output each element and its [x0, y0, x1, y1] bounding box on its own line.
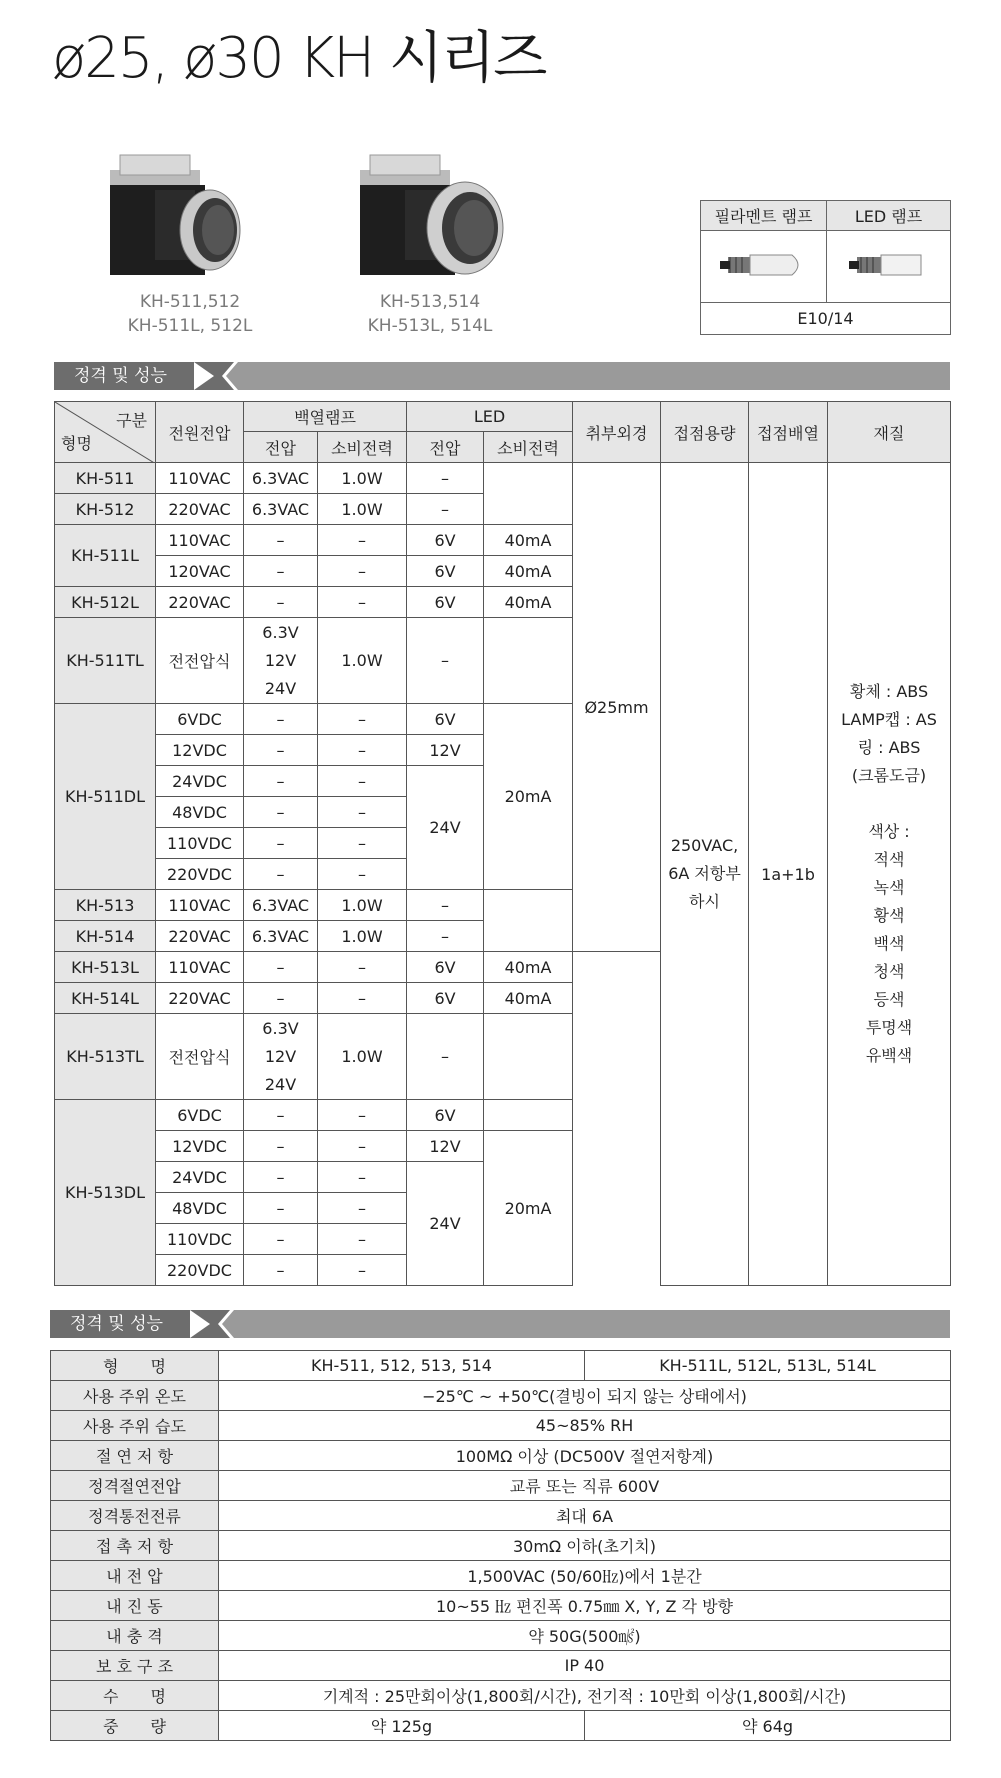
header-inc-voltage: 전압 [244, 432, 318, 463]
material-line: (크롬도금) [851, 766, 927, 785]
inc-voltage-line: 12V [264, 1046, 297, 1066]
supply-cell: 24VDC [156, 1162, 244, 1193]
section-banner-1 [54, 362, 950, 390]
supply-cell: 220VAC [156, 921, 244, 952]
led-voltage-cell: – [407, 463, 484, 494]
model-cell: KH-511L [55, 525, 156, 587]
header-division-model [55, 402, 156, 463]
inc-power-cell: 1.0W [318, 494, 407, 525]
perf-label: 접 촉 저 항 [51, 1531, 219, 1561]
spec-table [54, 401, 951, 1286]
material-line: 색상 : [868, 822, 910, 841]
model-cell: KH-511DL [55, 704, 156, 890]
led-current-blank [484, 1100, 573, 1131]
supply-cell: 12VDC [156, 1131, 244, 1162]
material-line: 등색 [873, 990, 905, 1009]
material-line: 유백색 [865, 1046, 913, 1065]
inc-voltage-cell: – [244, 1131, 318, 1162]
inc-power-cell: – [318, 983, 407, 1014]
model-cell: KH-512 [55, 494, 156, 525]
led-current-cell: 40mA [484, 556, 573, 587]
led-voltage-cell: 12V [407, 735, 484, 766]
inc-voltage-cell: – [244, 952, 318, 983]
supply-cell: 110VDC [156, 1224, 244, 1255]
supply-cell: 110VAC [156, 463, 244, 494]
inc-power-cell: 1.0W [318, 1014, 407, 1100]
perf-value: −25℃ ~ +50℃(결빙이 되지 않는 상태에서) [219, 1381, 951, 1411]
section-banner-1-label: 정격 및 성능 [54, 362, 194, 390]
inc-power-cell: – [318, 1224, 407, 1255]
perf-value: 약 125g [219, 1711, 585, 1741]
contact-capacity-line3: 하시 [689, 892, 720, 911]
perf-label: 형 명 [51, 1351, 219, 1381]
inc-voltage-cell: – [244, 828, 318, 859]
led-lamp-header: LED 램프 [827, 201, 951, 231]
page-title: ø25, ø30 KH 시리즈 [52, 26, 546, 91]
material-line [828, 790, 950, 818]
product-image-kh-513 [350, 150, 520, 280]
led-voltage-cell: 6V [407, 704, 484, 735]
supply-cell: 110VAC [156, 890, 244, 921]
inc-power-cell: – [318, 735, 407, 766]
header-led-voltage: 전압 [407, 432, 484, 463]
perf-value: 기계적 : 25만회이상(1,800회/시간), 전기적 : 10만회 이상(1,800회/시간) [219, 1681, 951, 1711]
led-voltage-cell: 12V [407, 1131, 484, 1162]
inc-power-cell: – [318, 1162, 407, 1193]
perf-label: 내 진 동 [51, 1591, 219, 1621]
section-banner-2-label: 정격 및 성능 [50, 1310, 190, 1338]
model-cell: KH-513 [55, 890, 156, 921]
supply-cell: 220VDC [156, 859, 244, 890]
perf-label: 보 호 구 조 [51, 1651, 219, 1681]
product-label-1 [80, 290, 300, 338]
supply-cell: 220VAC [156, 587, 244, 618]
perf-value: 10~55 ㎐ 편진폭 0.75㎜ X, Y, Z 각 방향 [219, 1591, 951, 1621]
contact-capacity-line2: 6A 저항부 [668, 864, 741, 883]
inc-power-cell: – [318, 859, 407, 890]
model-cell: KH-511TL [55, 618, 156, 704]
led-voltage-cell: 6V [407, 587, 484, 618]
header-led: LED [407, 402, 573, 432]
inc-voltage-line: 24V [264, 1074, 297, 1094]
supply-cell: 전전압식 [156, 1014, 244, 1100]
inc-voltage-cell: – [244, 859, 318, 890]
supply-cell: 6VDC [156, 1100, 244, 1131]
lamp-base: E10/14 [701, 303, 951, 335]
inc-power-cell: 1.0W [318, 618, 407, 704]
inc-power-cell: – [318, 797, 407, 828]
inc-voltage-cell: – [244, 1255, 318, 1286]
inc-voltage-cell [244, 618, 318, 704]
inc-power-cell: – [318, 1131, 407, 1162]
model-cell: KH-511 [55, 463, 156, 494]
led-voltage-cell: – [407, 618, 484, 704]
material-line: 청색 [873, 962, 905, 981]
product-label-1-line2: KH-511L, 512L [127, 316, 253, 336]
supply-cell: 48VDC [156, 797, 244, 828]
led-current-blank [484, 1014, 573, 1100]
inc-power-cell: – [318, 587, 407, 618]
inc-voltage-cell [244, 1014, 318, 1100]
perf-table [50, 1350, 951, 1741]
inc-voltage-line: 6.3V [262, 622, 299, 642]
led-voltage-cell: – [407, 494, 484, 525]
model-cell: KH-513DL [55, 1100, 156, 1286]
inc-power-cell: – [318, 766, 407, 797]
contact-capacity-cell [661, 463, 749, 1286]
supply-cell: 24VDC [156, 766, 244, 797]
header-division: 구분 [116, 411, 147, 430]
perf-label: 수 명 [51, 1681, 219, 1711]
product-label-2 [320, 290, 540, 338]
perf-label: 정격통전전류 [51, 1501, 219, 1531]
inc-power-cell: – [318, 704, 407, 735]
led-current-blank [484, 618, 573, 704]
filament-lamp-image [701, 231, 827, 303]
inc-voltage-cell: – [244, 587, 318, 618]
model-cell: KH-513TL [55, 1014, 156, 1100]
lamp-table [700, 200, 951, 335]
perf-value: KH-511L, 512L, 513L, 514L [585, 1351, 951, 1381]
supply-cell: 220VAC [156, 983, 244, 1014]
inc-voltage-cell: 6.3VAC [244, 921, 318, 952]
led-current-cell: 20mA [484, 704, 573, 890]
perf-value: IP 40 [219, 1651, 951, 1681]
header-incandescent: 백열램프 [244, 402, 407, 432]
led-voltage-cell: 24V [407, 1162, 484, 1286]
led-voltage-cell: – [407, 1014, 484, 1100]
inc-power-cell: 1.0W [318, 921, 407, 952]
perf-value: KH-511, 512, 513, 514 [219, 1351, 585, 1381]
led-voltage-cell: 6V [407, 952, 484, 983]
supply-cell: 110VDC [156, 828, 244, 859]
inc-voltage-cell: – [244, 1193, 318, 1224]
product-label-1-line1: KH-511,512 [139, 292, 241, 312]
model-cell: KH-513L [55, 952, 156, 983]
material-line: 링 : ABS [857, 738, 921, 757]
inc-power-cell: – [318, 556, 407, 587]
material-line: 황색 [873, 906, 905, 925]
inc-power-cell: – [318, 525, 407, 556]
inc-voltage-cell: – [244, 766, 318, 797]
inc-voltage-cell: – [244, 525, 318, 556]
inc-voltage-cell: 6.3VAC [244, 463, 318, 494]
supply-cell: 120VAC [156, 556, 244, 587]
model-cell: KH-514 [55, 921, 156, 952]
led-current-blank [484, 463, 573, 525]
perf-label: 사용 주위 온도 [51, 1381, 219, 1411]
perf-value: 교류 또는 직류 600V [219, 1471, 951, 1501]
perf-label: 절 연 저 항 [51, 1441, 219, 1471]
inc-power-cell: – [318, 828, 407, 859]
perf-value: 45~85% RH [219, 1411, 951, 1441]
perf-value: 약 50G(500㎨) [219, 1621, 951, 1651]
perf-label: 내 전 압 [51, 1561, 219, 1591]
perf-label: 사용 주위 습도 [51, 1411, 219, 1441]
material-line: 녹색 [873, 878, 905, 897]
supply-cell: 12VDC [156, 735, 244, 766]
led-current-cell: 40mA [484, 587, 573, 618]
product-label-2-line1: KH-513,514 [379, 292, 481, 312]
inc-voltage-cell: 6.3VAC [244, 494, 318, 525]
mount-25-cell: Ø25mm [573, 463, 661, 952]
contact-arrangement-cell: 1a+1b [749, 463, 828, 1286]
perf-label: 중 량 [51, 1711, 219, 1741]
section-banner-2 [50, 1310, 950, 1338]
model-cell: KH-512L [55, 587, 156, 618]
inc-power-cell: – [318, 1100, 407, 1131]
inc-voltage-cell: – [244, 704, 318, 735]
material-line: 투명색 [865, 1018, 913, 1037]
header-mount: 취부외경 [573, 402, 661, 463]
led-current-blank [484, 890, 573, 952]
product-image-kh-511 [100, 150, 260, 280]
led-voltage-cell: 6V [407, 983, 484, 1014]
perf-value: 최대 6A [219, 1501, 951, 1531]
led-voltage-cell: 6V [407, 1100, 484, 1131]
header-led-power: 소비전력 [484, 432, 573, 463]
led-voltage-cell: – [407, 921, 484, 952]
supply-cell: 6VDC [156, 704, 244, 735]
header-material: 재질 [828, 402, 951, 463]
contact-capacity-line1: 250VAC, [670, 836, 739, 855]
header-contact-arrangement: 접점배열 [749, 402, 828, 463]
material-line: LAMP캡 : AS [841, 710, 937, 729]
led-current-cell: 40mA [484, 952, 573, 983]
inc-voltage-line: 24V [264, 678, 297, 698]
led-voltage-cell: 24V [407, 766, 484, 890]
header-supply-voltage: 전원전압 [156, 402, 244, 463]
material-line: 황체 : ABS [849, 682, 929, 701]
perf-value: 약 64g [585, 1711, 951, 1741]
model-cell: KH-514L [55, 983, 156, 1014]
supply-cell: 220VDC [156, 1255, 244, 1286]
inc-voltage-cell: 6.3VAC [244, 890, 318, 921]
inc-voltage-cell: – [244, 1224, 318, 1255]
led-lamp-image [827, 231, 951, 303]
material-line: 적색 [873, 850, 905, 869]
header-contact-capacity: 접점용량 [661, 402, 749, 463]
inc-voltage-cell: – [244, 797, 318, 828]
supply-cell: 220VAC [156, 494, 244, 525]
inc-voltage-cell: – [244, 1162, 318, 1193]
inc-voltage-line: 6.3V [262, 1018, 299, 1038]
inc-voltage-cell: – [244, 983, 318, 1014]
led-current-cell: 20mA [484, 1131, 573, 1286]
led-current-cell: 40mA [484, 983, 573, 1014]
header-inc-power: 소비전력 [318, 432, 407, 463]
inc-power-cell: – [318, 952, 407, 983]
perf-value: 1,500VAC (50/60㎐)에서 1분간 [219, 1561, 951, 1591]
inc-voltage-cell: – [244, 556, 318, 587]
inc-power-cell: – [318, 1255, 407, 1286]
perf-value: 30mΩ 이하(초기치) [219, 1531, 951, 1561]
supply-cell: 48VDC [156, 1193, 244, 1224]
led-current-cell: 40mA [484, 525, 573, 556]
perf-value: 100MΩ 이상 (DC500V 절연저항계) [219, 1441, 951, 1471]
inc-power-cell: 1.0W [318, 463, 407, 494]
inc-voltage-cell: – [244, 1100, 318, 1131]
inc-voltage-cell: – [244, 735, 318, 766]
led-voltage-cell: 6V [407, 556, 484, 587]
inc-power-cell: – [318, 1193, 407, 1224]
inc-power-cell: 1.0W [318, 890, 407, 921]
filament-lamp-header: 필라멘트 램프 [701, 201, 827, 231]
supply-cell: 110VAC [156, 952, 244, 983]
perf-label: 내 충 격 [51, 1621, 219, 1651]
supply-cell: 110VAC [156, 525, 244, 556]
perf-label: 정격절연전압 [51, 1471, 219, 1501]
product-label-2-line2: KH-513L, 514L [367, 316, 493, 336]
header-model: 형명 [61, 434, 92, 453]
led-voltage-cell: – [407, 890, 484, 921]
supply-cell: 전전압식 [156, 618, 244, 704]
inc-voltage-line: 12V [264, 650, 297, 670]
material-line: 백색 [873, 934, 905, 953]
material-cell [828, 463, 951, 1286]
led-voltage-cell: 6V [407, 525, 484, 556]
